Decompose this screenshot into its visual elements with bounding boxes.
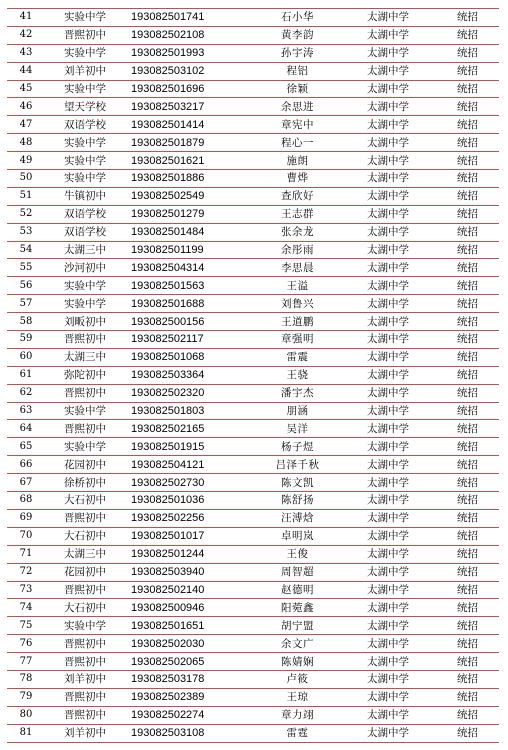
student-name-cell: 卢筱 [255,670,340,688]
school-cell: 晋熙初中 [45,384,125,402]
student-name-cell: 胡宁盟 [255,617,340,635]
row-number-cell: 67 [7,474,45,492]
student-name-cell: 石小华 [255,9,340,27]
exam-id-cell: 193082501879 [125,134,255,152]
admitted-school-cell: 太湖中学 [340,402,436,420]
admitted-school-cell: 太湖中学 [340,545,436,563]
admission-type-cell: 统招 [436,295,499,313]
admitted-school-cell: 太湖中学 [340,688,436,706]
school-cell: 望天学校 [45,98,125,116]
school-cell: 实验中学 [45,295,125,313]
table-row [7,438,499,456]
admitted-school-cell: 太湖中学 [340,259,436,277]
exam-id-cell: 193082502389 [125,688,255,706]
student-name-cell: 黄李韵 [255,26,340,44]
admission-type-cell: 统招 [436,134,499,152]
exam-id-cell: 193082501036 [125,492,255,510]
table-row [7,617,499,635]
table-row [7,241,499,259]
admission-type-cell: 统招 [436,545,499,563]
school-cell: 晋熙初中 [45,688,125,706]
row-number-cell: 77 [7,653,45,671]
exam-id-cell: 193082502730 [125,474,255,492]
school-cell: 刘羊初中 [45,670,125,688]
admission-type-cell: 统招 [436,456,499,474]
exam-id-cell: 193082501741 [125,9,255,27]
school-cell: 弥陀初中 [45,366,125,384]
admission-type-cell: 统招 [436,688,499,706]
school-cell: 晋熙初中 [45,420,125,438]
row-number-cell: 57 [7,295,45,313]
table-row [7,724,499,742]
exam-id-cell: 193082501017 [125,527,255,545]
school-cell: 实验中学 [45,617,125,635]
table-row [7,152,499,170]
student-name-cell: 雷震 [255,348,340,366]
student-name-cell: 程心一 [255,134,340,152]
row-number-cell: 42 [7,26,45,44]
student-name-cell: 章强明 [255,331,340,349]
table-row [7,474,499,492]
row-number-cell: 76 [7,635,45,653]
school-cell: 晋熙初中 [45,653,125,671]
admission-type-cell: 统招 [436,670,499,688]
admission-type-cell: 统招 [436,474,499,492]
table-row [7,384,499,402]
student-name-cell: 王琼 [255,688,340,706]
student-name-cell: 施朗 [255,152,340,170]
admitted-school-cell: 太湖中学 [340,152,436,170]
table-row [7,223,499,241]
exam-id-cell: 193082501414 [125,116,255,134]
exam-id-cell: 193082500946 [125,599,255,617]
exam-id-cell: 193082501915 [125,438,255,456]
row-number-cell: 52 [7,205,45,223]
exam-id-cell: 193082502274 [125,706,255,724]
student-name-cell: 查欣好 [255,187,340,205]
student-name-cell: 卓明岚 [255,527,340,545]
table-row [7,688,499,706]
student-name-cell: 王俊 [255,545,340,563]
admission-type-cell: 统招 [436,635,499,653]
student-name-cell: 朋涵 [255,402,340,420]
admitted-school-cell: 太湖中学 [340,456,436,474]
school-cell: 双语学校 [45,116,125,134]
table-row [7,116,499,134]
admission-type-cell: 统招 [436,80,499,98]
table-row [7,545,499,563]
table-row [7,706,499,724]
admission-type-cell: 统招 [436,617,499,635]
table-row [7,653,499,671]
row-number-cell: 44 [7,62,45,80]
row-number-cell: 74 [7,599,45,617]
student-name-cell: 余文广 [255,635,340,653]
table-row [7,313,499,331]
admitted-school-cell: 太湖中学 [340,348,436,366]
exam-id-cell: 193082501696 [125,80,255,98]
table-row [7,9,499,27]
table-row [7,670,499,688]
school-cell: 太湖三中 [45,241,125,259]
row-number-cell: 58 [7,313,45,331]
admission-type-cell: 统招 [436,98,499,116]
admitted-school-cell: 太湖中学 [340,134,436,152]
admitted-school-cell: 太湖中学 [340,313,436,331]
admission-table-body [7,9,499,743]
admission-type-cell: 统招 [436,420,499,438]
admission-type-cell: 统招 [436,563,499,581]
table-row [7,170,499,188]
student-name-cell: 王志群 [255,205,340,223]
exam-id-cell: 193082501621 [125,152,255,170]
table-row [7,599,499,617]
admitted-school-cell: 太湖中学 [340,26,436,44]
student-name-cell: 吕泽千秋 [255,456,340,474]
exam-id-cell: 193082501563 [125,277,255,295]
admitted-school-cell: 太湖中学 [340,635,436,653]
admission-type-cell: 统招 [436,223,499,241]
exam-id-cell: 193082502320 [125,384,255,402]
row-number-cell: 68 [7,492,45,510]
admission-type-cell: 统招 [436,187,499,205]
student-name-cell: 章力翊 [255,706,340,724]
exam-id-cell: 193082502165 [125,420,255,438]
admitted-school-cell: 太湖中学 [340,9,436,27]
admission-type-cell: 统招 [436,527,499,545]
row-number-cell: 79 [7,688,45,706]
school-cell: 实验中学 [45,134,125,152]
row-number-cell: 54 [7,241,45,259]
row-number-cell: 71 [7,545,45,563]
exam-id-cell: 193082501244 [125,545,255,563]
admitted-school-cell: 太湖中学 [340,80,436,98]
table-row [7,456,499,474]
row-number-cell: 49 [7,152,45,170]
admission-type-cell: 统招 [436,277,499,295]
table-row [7,187,499,205]
row-number-cell: 78 [7,670,45,688]
admitted-school-cell: 太湖中学 [340,563,436,581]
student-name-cell: 汪溥焓 [255,509,340,527]
admitted-school-cell: 太湖中学 [340,170,436,188]
admitted-school-cell: 太湖中学 [340,617,436,635]
school-cell: 沙河初中 [45,259,125,277]
row-number-cell: 43 [7,44,45,62]
row-number-cell: 72 [7,563,45,581]
row-number-cell: 81 [7,724,45,742]
school-cell: 实验中学 [45,80,125,98]
student-name-cell: 孙宇涛 [255,44,340,62]
admission-type-cell: 统招 [436,313,499,331]
row-number-cell: 48 [7,134,45,152]
row-number-cell: 73 [7,581,45,599]
table-row [7,581,499,599]
row-number-cell: 80 [7,706,45,724]
student-name-cell: 程铝 [255,62,340,80]
student-name-cell: 余思进 [255,98,340,116]
school-cell: 实验中学 [45,170,125,188]
row-number-cell: 64 [7,420,45,438]
student-name-cell: 陈婧娴 [255,653,340,671]
row-number-cell: 50 [7,170,45,188]
student-name-cell: 徐颖 [255,80,340,98]
admission-type-cell: 统招 [436,384,499,402]
admitted-school-cell: 太湖中学 [340,241,436,259]
admission-type-cell: 统招 [436,438,499,456]
admission-type-cell: 统招 [436,259,499,277]
exam-id-cell: 193082502256 [125,509,255,527]
table-row [7,44,499,62]
admitted-school-cell: 太湖中学 [340,438,436,456]
exam-id-cell: 193082502549 [125,187,255,205]
admitted-school-cell: 太湖中学 [340,670,436,688]
school-cell: 实验中学 [45,438,125,456]
student-name-cell: 余彤雨 [255,241,340,259]
admission-type-cell: 统招 [436,44,499,62]
table-row [7,366,499,384]
table-row [7,277,499,295]
exam-id-cell: 193082500156 [125,313,255,331]
school-cell: 实验中学 [45,402,125,420]
exam-id-cell: 193082503364 [125,366,255,384]
admitted-school-cell: 太湖中学 [340,331,436,349]
table-row [7,205,499,223]
school-cell: 大石初中 [45,599,125,617]
admitted-school-cell: 太湖中学 [340,223,436,241]
row-number-cell: 59 [7,331,45,349]
admission-type-cell: 统招 [436,331,499,349]
table-row [7,295,499,313]
school-cell: 刘羊初中 [45,724,125,742]
exam-id-cell: 193082501279 [125,205,255,223]
admitted-school-cell: 太湖中学 [340,724,436,742]
school-cell: 大石初中 [45,527,125,545]
row-number-cell: 75 [7,617,45,635]
exam-id-cell: 193082502108 [125,26,255,44]
student-name-cell: 章宪中 [255,116,340,134]
exam-id-cell: 193082502140 [125,581,255,599]
admission-type-cell: 统招 [436,348,499,366]
school-cell: 实验中学 [45,277,125,295]
admitted-school-cell: 太湖中学 [340,420,436,438]
admission-type-cell: 统招 [436,653,499,671]
admission-type-cell: 统招 [436,724,499,742]
table-row [7,509,499,527]
admission-type-cell: 统招 [436,241,499,259]
school-cell: 花园初中 [45,456,125,474]
row-number-cell: 45 [7,80,45,98]
exam-id-cell: 193082501803 [125,402,255,420]
admission-type-cell: 统招 [436,509,499,527]
row-number-cell: 47 [7,116,45,134]
exam-id-cell: 193082503940 [125,563,255,581]
student-name-cell: 王道鹏 [255,313,340,331]
table-row [7,26,499,44]
exam-id-cell: 193082501651 [125,617,255,635]
row-number-cell: 46 [7,98,45,116]
admission-type-cell: 统招 [436,402,499,420]
admission-type-cell: 统招 [436,581,499,599]
exam-id-cell: 193082503178 [125,670,255,688]
exam-id-cell: 193082503102 [125,62,255,80]
student-name-cell: 陈文凯 [255,474,340,492]
admitted-school-cell: 太湖中学 [340,509,436,527]
admission-type-cell: 统招 [436,599,499,617]
row-number-cell: 41 [7,9,45,27]
school-cell: 大石初中 [45,492,125,510]
admitted-school-cell: 太湖中学 [340,384,436,402]
admitted-school-cell: 太湖中学 [340,187,436,205]
exam-id-cell: 193082502117 [125,331,255,349]
school-cell: 晋熙初中 [45,26,125,44]
admitted-school-cell: 太湖中学 [340,295,436,313]
exam-id-cell: 193082502065 [125,653,255,671]
student-name-cell: 吴洋 [255,420,340,438]
admission-type-cell: 统招 [436,706,499,724]
school-cell: 实验中学 [45,152,125,170]
table-row [7,134,499,152]
exam-id-cell: 193082502030 [125,635,255,653]
student-name-cell: 雷霆 [255,724,340,742]
admitted-school-cell: 太湖中学 [340,474,436,492]
admission-type-cell: 统招 [436,170,499,188]
student-name-cell: 张余龙 [255,223,340,241]
row-number-cell: 62 [7,384,45,402]
admission-type-cell: 统招 [436,366,499,384]
table-row [7,331,499,349]
table-row [7,402,499,420]
row-number-cell: 56 [7,277,45,295]
student-name-cell: 周智超 [255,563,340,581]
student-name-cell: 潘宇杰 [255,384,340,402]
exam-id-cell: 193082501484 [125,223,255,241]
admission-type-cell: 统招 [436,492,499,510]
exam-id-cell: 193082501688 [125,295,255,313]
row-number-cell: 60 [7,348,45,366]
student-name-cell: 王溢 [255,277,340,295]
school-cell: 太湖三中 [45,348,125,366]
exam-id-cell: 193082501199 [125,241,255,259]
exam-id-cell: 193082501993 [125,44,255,62]
table-row [7,492,499,510]
exam-id-cell: 193082501068 [125,348,255,366]
row-number-cell: 63 [7,402,45,420]
admitted-school-cell: 太湖中学 [340,62,436,80]
admitted-school-cell: 太湖中学 [340,706,436,724]
school-cell: 花园初中 [45,563,125,581]
table-row [7,635,499,653]
school-cell: 刘羊初中 [45,62,125,80]
admitted-school-cell: 太湖中学 [340,44,436,62]
school-cell: 实验中学 [45,9,125,27]
admission-type-cell: 统招 [436,205,499,223]
exam-id-cell: 193082504121 [125,456,255,474]
exam-id-cell: 193082501886 [125,170,255,188]
admitted-school-cell: 太湖中学 [340,277,436,295]
school-cell: 晋熙初中 [45,635,125,653]
table-row [7,527,499,545]
table-row [7,348,499,366]
exam-id-cell: 193082503108 [125,724,255,742]
table-row [7,259,499,277]
admission-type-cell: 统招 [436,9,499,27]
student-name-cell: 李思晨 [255,259,340,277]
student-name-cell: 王骁 [255,366,340,384]
school-cell: 太湖三中 [45,545,125,563]
school-cell: 晋熙初中 [45,706,125,724]
table-row [7,98,499,116]
row-number-cell: 61 [7,366,45,384]
school-cell: 晋熙初中 [45,509,125,527]
table-row [7,420,499,438]
admitted-school-cell: 太湖中学 [340,492,436,510]
admission-type-cell: 统招 [436,62,499,80]
table-row [7,563,499,581]
table-row [7,80,499,98]
admitted-school-cell: 太湖中学 [340,527,436,545]
school-cell: 双语学校 [45,205,125,223]
student-name-cell: 曹烨 [255,170,340,188]
admitted-school-cell: 太湖中学 [340,653,436,671]
admission-type-cell: 统招 [436,152,499,170]
row-number-cell: 55 [7,259,45,277]
student-name-cell: 刘鲁兴 [255,295,340,313]
table-row [7,62,499,80]
admitted-school-cell: 太湖中学 [340,116,436,134]
admitted-school-cell: 太湖中学 [340,366,436,384]
school-cell: 晋熙初中 [45,581,125,599]
student-name-cell: 赵德明 [255,581,340,599]
student-name-cell: 陈舒扬 [255,492,340,510]
row-number-cell: 65 [7,438,45,456]
row-number-cell: 69 [7,509,45,527]
student-name-cell: 阳菀鑫 [255,599,340,617]
exam-id-cell: 193082504314 [125,259,255,277]
admitted-school-cell: 太湖中学 [340,599,436,617]
admission-type-cell: 统招 [436,116,499,134]
school-cell: 牛镇初中 [45,187,125,205]
student-name-cell: 杨子煜 [255,438,340,456]
admission-table [7,8,499,743]
school-cell: 刘畈初中 [45,313,125,331]
row-number-cell: 66 [7,456,45,474]
admitted-school-cell: 太湖中学 [340,581,436,599]
row-number-cell: 70 [7,527,45,545]
admission-type-cell: 统招 [436,26,499,44]
admitted-school-cell: 太湖中学 [340,205,436,223]
exam-id-cell: 193082503217 [125,98,255,116]
school-cell: 双语学校 [45,223,125,241]
school-cell: 实验中学 [45,44,125,62]
school-cell: 徐桥初中 [45,474,125,492]
admitted-school-cell: 太湖中学 [340,98,436,116]
row-number-cell: 51 [7,187,45,205]
school-cell: 晋熙初中 [45,331,125,349]
row-number-cell: 53 [7,223,45,241]
